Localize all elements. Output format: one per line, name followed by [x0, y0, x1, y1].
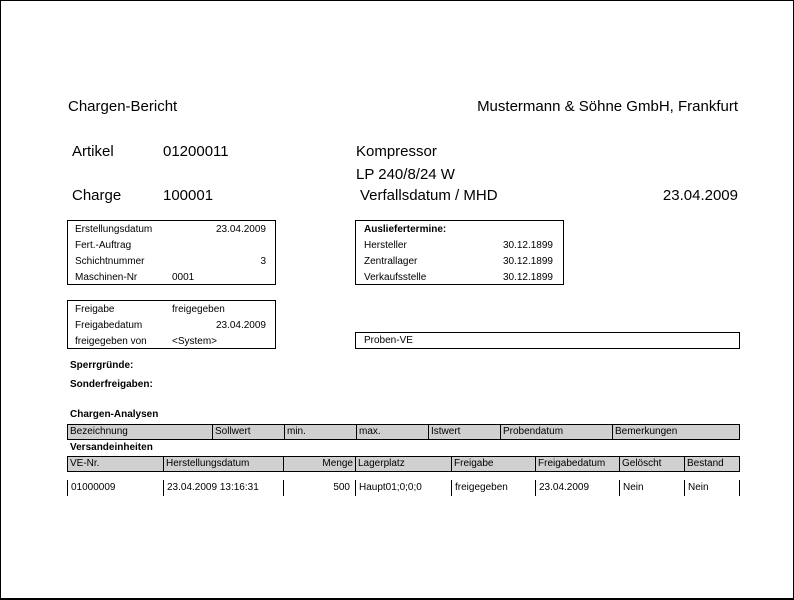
cell-freigabe: freigegeben: [451, 480, 535, 496]
delivery-box: [355, 220, 564, 285]
analysen-col-bezeichnung: Bezeichnung: [68, 425, 213, 439]
cell-menge: 500: [283, 480, 355, 496]
cell-bestand: Nein: [684, 480, 740, 496]
freigabedatum-value: 23.04.2009: [215, 320, 266, 331]
freigegeben-von-value: <System>: [172, 336, 218, 347]
fert-auftrag-label: Fert.-Auftrag: [75, 240, 132, 251]
sonderfreigaben-label: Sonderfreigaben:: [70, 379, 153, 390]
versand-col-freigabedatum: Freigabedatum: [536, 457, 620, 471]
versand-col-herstellungsdatum: Herstellungsdatum: [164, 457, 284, 471]
versand-col-menge: Menge: [284, 457, 356, 471]
artikel-name-line2: LP 240/8/24 W: [356, 166, 455, 183]
maschinen-nr-value: 0001: [172, 272, 195, 283]
table-row: [67, 480, 740, 496]
analysen-col-bemerkungen: Bemerkungen: [615, 426, 678, 437]
analysen-col-max: max.: [357, 425, 429, 439]
versand-col-lagerplatz: Lagerplatz: [356, 457, 452, 471]
versand-col-bestand: Bestand: [687, 458, 724, 469]
proben-ve-box: [355, 332, 740, 349]
verkaufsstelle-label: Verkaufsstelle: [364, 272, 427, 283]
maschinen-nr-label: Maschinen-Nr: [75, 272, 138, 283]
analysen-col-sollwert: Sollwert: [213, 425, 285, 439]
versand-col-freigabe: Freigabe: [452, 457, 536, 471]
production-box: [67, 220, 276, 285]
artikel-name-line1: Kompressor: [356, 143, 437, 160]
expiry-date: 23.04.2009: [662, 187, 738, 204]
freigabe-label: Freigabe: [75, 304, 115, 315]
artikel-number: 01200011: [163, 143, 229, 160]
release-box: [67, 300, 276, 349]
hersteller-value: 30.12.1899: [502, 240, 553, 251]
analysen-col-min: min.: [285, 425, 357, 439]
verkaufsstelle-value: 30.12.1899: [502, 272, 553, 283]
erstellungsdatum-label: Erstellungsdatum: [75, 224, 153, 235]
versand-title: Versandeinheiten: [70, 442, 153, 453]
schichtnummer-value: 3: [260, 256, 266, 267]
hersteller-label: Hersteller: [364, 240, 407, 251]
schichtnummer-label: Schichtnummer: [75, 256, 145, 267]
erstellungsdatum-value: 23.04.2009: [215, 224, 266, 235]
freigabedatum-label: Freigabedatum: [75, 320, 143, 331]
cell-freigabedatum: 23.04.2009: [535, 480, 619, 496]
expiry-label: Verfallsdatum / MHD: [360, 187, 498, 204]
versand-header: [67, 456, 740, 472]
charge-label: Charge: [72, 187, 122, 204]
sperrgruende-label: Sperrgründe:: [70, 360, 134, 371]
cell-geloescht: Nein: [619, 480, 684, 496]
analysen-title: Chargen-Analysen: [70, 409, 159, 420]
analysen-header: [67, 424, 740, 440]
freigabe-value: freigegeben: [172, 304, 225, 315]
zentrallager-value: 30.12.1899: [502, 256, 553, 267]
freigegeben-von-label: freigegeben von: [75, 336, 147, 347]
charge-number: 100001: [163, 187, 214, 204]
artikel-label: Artikel: [72, 143, 114, 160]
report-title: Chargen-Bericht: [68, 98, 178, 115]
versand-col-ve-nr: VE-Nr.: [68, 457, 164, 471]
analysen-col-probendatum: Probendatum: [501, 425, 613, 439]
company-name: Mustermann & Söhne GmbH, Frankfurt: [477, 98, 738, 115]
cell-ve-nr: 01000009: [67, 480, 163, 496]
zentrallager-label: Zentrallager: [364, 256, 418, 267]
analysen-col-istwert: Istwert: [429, 425, 501, 439]
versand-col-geloescht: Gelöscht: [620, 457, 685, 471]
cell-lagerplatz: Haupt01;0;0;0: [355, 480, 451, 496]
delivery-title: Ausliefertermine:: [364, 224, 447, 235]
cell-herstellungsdatum: 23.04.2009 13:16:31: [163, 480, 283, 496]
proben-ve-label: Proben-VE: [364, 335, 413, 346]
